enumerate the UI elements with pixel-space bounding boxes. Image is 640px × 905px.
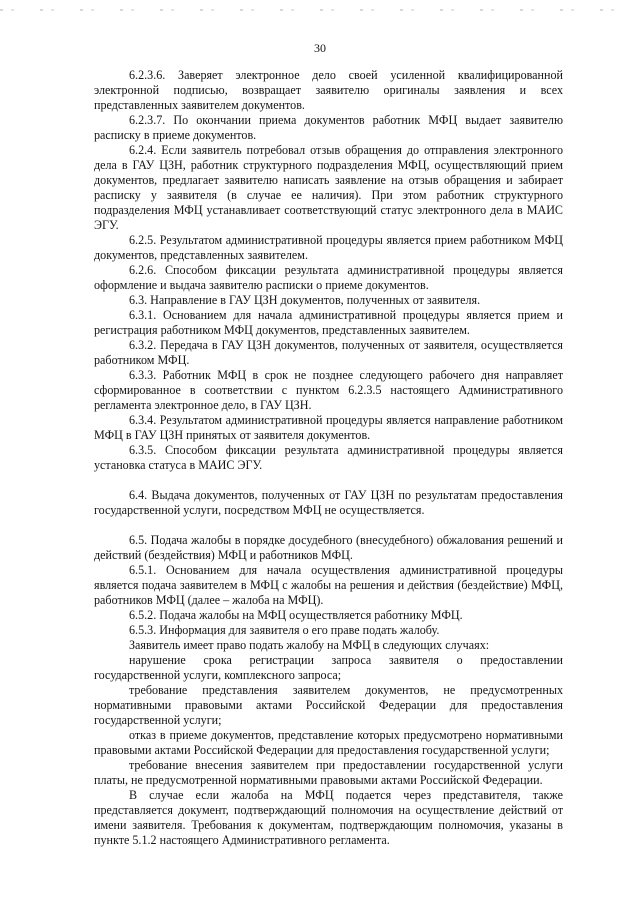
paragraph: отказ в приеме документов, представление которых предусмотрено нормативными правовыми актами Российской Федерации для предоставления государственной услуги; xyxy=(94,728,563,757)
paragraph: требование внесения заявителем при предоставлении государственной услуги платы, не предусмотренной нормативными правовыми актами Российской Федерации. xyxy=(94,758,563,787)
paragraph: 6.2.3.7. По окончании приема документов работник МФЦ выдает заявителю расписку в приеме документов. xyxy=(94,113,563,142)
paragraph: 6.3.1. Основанием для начала административной процедуры является прием и регистрация работником МФЦ документов, представленных заявителем. xyxy=(94,308,563,337)
paragraph: нарушение срока регистрации запроса заявителя о предоставлении государственной услуги, комплексного запроса; xyxy=(94,653,563,682)
paragraph: 6.3.3. Работник МФЦ в срок не позднее следующего рабочего дня направляет сформированное в соответствии с пунктом 6.2.3.5 настоящего Административного регламента электронное дело, в ГАУ ЦЗН. xyxy=(94,368,563,412)
paragraph: Заявитель имеет право подать жалобу на МФЦ в следующих случаях: xyxy=(129,638,490,652)
paragraph: требование представления заявителем документов, не предусмотренных нормативными правовыми актами Российской Федерации для предоставления государственной услуги; xyxy=(94,683,563,727)
paragraph: 6.2.5. Результатом административной процедуры является прием работником МФЦ документов, представленных заявителем. xyxy=(94,233,563,262)
paragraph: 6.2.4. Если заявитель потребовал отзыв обращения до отправления электронного дела в ГАУ ЦЗН, работник структурного подразделения МФЦ, осуществляющий прием документов, предлагает заявителю написать заявление на отзыв обращения и забирает расписку у заявителя (в случае ее наличия). При этом работник структурного подразделения МФЦ устанавливает соответствующий статус электронного дела в МАИС ЭГУ. xyxy=(94,143,563,232)
paragraph: 6.5.3. Информация для заявителя о его праве подать жалобу. xyxy=(129,623,440,637)
paragraph: 6.3.5. Способом фиксации результата административной процедуры является установка статуса в МАИС ЭГУ. xyxy=(94,443,563,472)
paragraph: 6.3.2. Передача в ГАУ ЦЗН документов, полученных от заявителя, осуществляется работником МФЦ. xyxy=(94,338,563,367)
page-number: 30 xyxy=(314,41,326,55)
paragraph: В случае если жалоба на МФЦ подается через представителя, также представляется документ, подтверждающий полномочия на осуществление действий от имени заявителя. Требования к документам, подтверждающим полномочия, указаны в пункте 5.1.2 настоящего Административного регламента. xyxy=(94,788,563,847)
paragraph: 6.5.2. Подача жалобы на МФЦ осуществляется работнику МФЦ. xyxy=(129,608,463,622)
paragraph: 6.3. Направление в ГАУ ЦЗН документов, полученных от заявителя. xyxy=(129,293,481,307)
paragraph: 6.5.1. Основанием для начала осуществления административной процедуры является подача заявителем в МФЦ с жалобы на решения и действия (бездействие) МФЦ, работников МФЦ (далее – жалоба на МФЦ). xyxy=(94,563,563,607)
paragraph: 6.2.6. Способом фиксации результата административной процедуры является оформление и выдача заявителю расписки о приеме документов. xyxy=(94,263,563,292)
paragraph: 6.2.3.6. Заверяет электронное дело своей усиленной квалифицированной электронной подписью, возвращает заявителю оригиналы заявления и всех представленных заявителем документов. xyxy=(94,68,563,112)
document-body xyxy=(94,68,563,848)
scan-artifact-line xyxy=(0,9,640,11)
paragraph: 6.5. Подача жалобы в порядке досудебного (внесудебного) обжалования решений и действий (бездействия) МФЦ и работников МФЦ. xyxy=(94,533,563,562)
paragraph: 6.4. Выдача документов, полученных от ГАУ ЦЗН по результатам предоставления государственной услуги, посредством МФЦ не осуществляется. xyxy=(94,488,563,517)
paragraph: 6.3.4. Результатом административной процедуры является направление работником МФЦ в ГАУ ЦЗН принятых от заявителя документов. xyxy=(94,413,563,442)
